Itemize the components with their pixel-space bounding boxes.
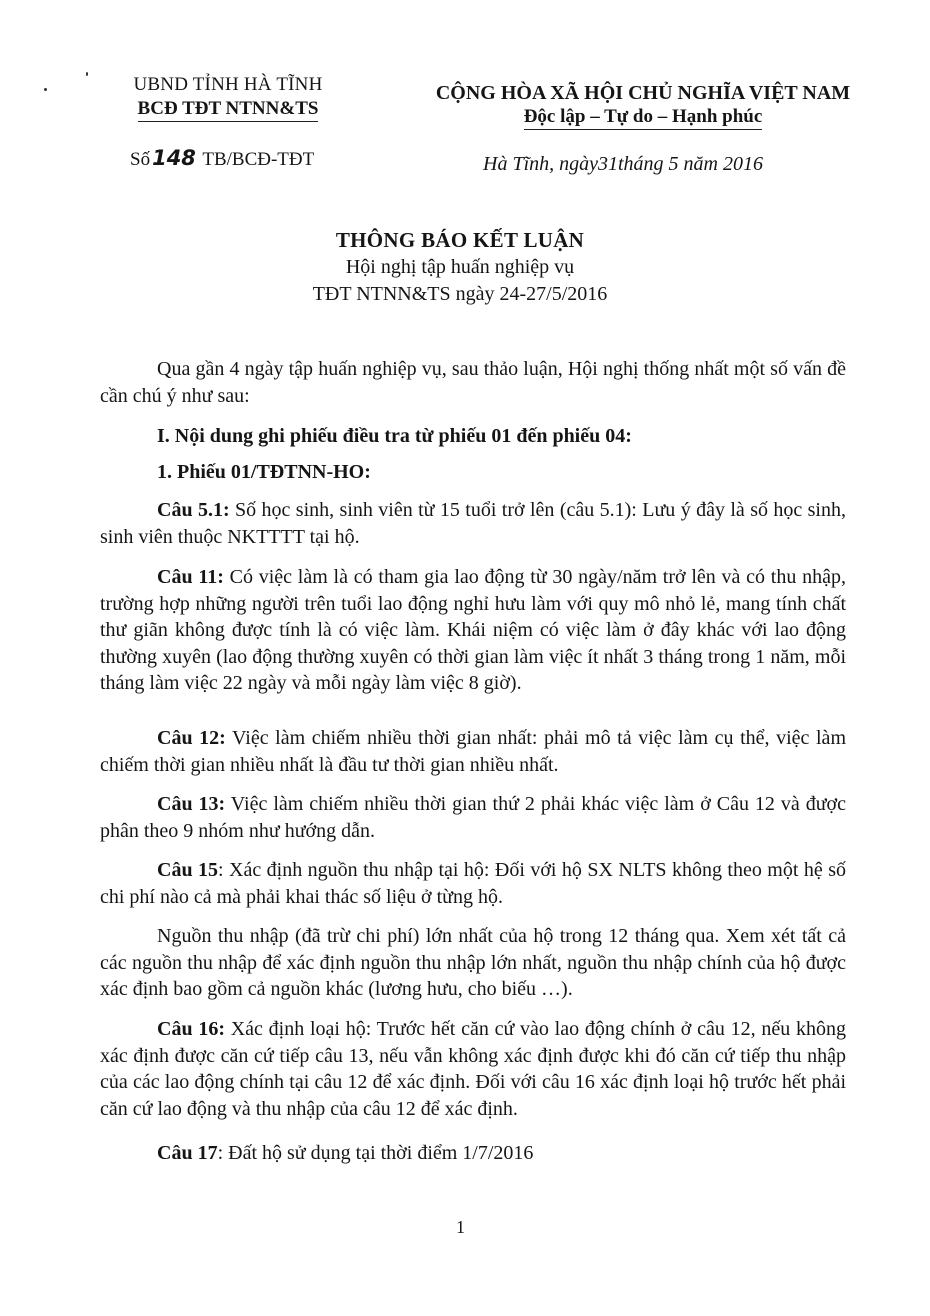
question-15-income-paragraph: Nguồn thu nhập (đã trừ chi phí) lớn nhất của hộ trong 12 tháng qua. Xem xét tất cả các nguồn thu nhập để xác định nguồn thu nhập lớn nhất, nguồn thu nhập chính của hộ được xác định bao gồm cả nguồn khác (lương hưu, cho biếu …).	[100, 925, 846, 1000]
question-label: Câu 5.1:	[157, 499, 230, 521]
section-1-heading: I. Nội dung ghi phiếu điều tra từ phiếu 01 đến phiếu 04:	[157, 425, 632, 447]
motto: Độc lập – Tự do – Hạnh phúc	[524, 106, 763, 130]
subsection-1-heading: 1. Phiếu 01/TĐTNN-HO:	[157, 461, 371, 483]
agency-line-2: BCĐ TĐT NTNN&TS	[138, 98, 319, 122]
document-title: THÔNG BÁO KẾT LUẬN	[335, 228, 585, 252]
document-subtitle-2: TĐT NTNN&TS ngày 24-27/5/2016	[312, 283, 608, 305]
question-label: Câu 15	[157, 859, 219, 881]
question-label: Câu 16:	[157, 1018, 225, 1040]
doc-number-prefix: Số	[130, 149, 151, 170]
question-15-paragraph	[100, 857, 846, 910]
issuing-agency	[128, 74, 328, 122]
question-16-paragraph	[100, 1016, 846, 1122]
document-number	[130, 146, 314, 171]
national-motto	[418, 82, 868, 130]
question-5-1-paragraph	[100, 497, 846, 550]
question-11-paragraph	[100, 564, 846, 697]
agency-line-1: UBND TỈNH HÀ TĨNH	[133, 74, 323, 95]
question-text: Việc làm chiếm nhiều thời gian thứ 2 phải khác việc làm ở Câu 12 và được phân theo 9 nhóm như hướng dẫn.	[100, 793, 847, 842]
question-text: : Xác định nguồn thu nhập tại hộ: Đối với hộ SX NLTS không theo một hệ số chi phí nào cả mà phải khai thác số liệu ở từng hộ.	[100, 859, 846, 908]
document-subtitle-1: Hội nghị tập huấn nghiệp vụ	[345, 256, 575, 278]
document-title-block	[200, 228, 720, 306]
question-17-paragraph	[100, 1140, 846, 1167]
country-name: CỘNG HÒA XÃ HỘI CHỦ NGHĨA VIỆT NAM	[435, 82, 851, 104]
question-text: Việc làm chiếm nhiều thời gian nhất: phải mô tả việc làm cụ thể, việc làm chiếm thời gian nhiều nhất là đầu tư thời gian nhiều nhất.	[100, 727, 846, 776]
doc-number-suffix: TB/BCĐ-TĐT	[202, 149, 315, 170]
question-label: Câu 17	[157, 1142, 218, 1164]
intro-paragraph: Qua gần 4 ngày tập huấn nghiệp vụ, sau thảo luận, Hội nghị thống nhất một số vấn đề cần chú ý như sau:	[100, 358, 846, 407]
question-text: Xác định loại hộ: Trước hết căn cứ vào lao động chính ở câu 12, nếu không xác định được căn cứ tiếp câu 13, nếu vẫn không xác định được khi đó căn cứ tiếp thu nhập của các lao động chính tại câu 12 để xác định. Đối với câu 16 xác định loại hộ trước hết phải căn cứ lao động và thu nhập của câu 12 để xác định.	[100, 1018, 846, 1120]
question-12-paragraph	[100, 725, 846, 778]
doc-number-handwritten: 148	[152, 146, 196, 170]
scan-speck	[44, 88, 47, 91]
question-13-paragraph	[100, 791, 846, 844]
page-number: 1	[456, 1217, 465, 1237]
question-label: Câu 13:	[157, 793, 226, 815]
scan-speck	[86, 72, 88, 76]
question-text: Có việc làm là có tham gia lao động từ 30 ngày/năm trở lên và có thu nhập, trường hợp những người trên tuổi lao động nghỉ hưu làm với quy mô nhỏ lẻ, mang tính chất thư giãn không được tính là có việc làm. Khái niệm có việc làm ở đây khác với lao động thường xuyên (lao động thường xuyên có thời gian làm việc ít nhất 3 tháng trong 1 năm, mỗi tháng làm việc 22 ngày và mỗi ngày làm việc 8 giờ).	[100, 566, 846, 694]
question-text: Số học sinh, sinh viên từ 15 tuổi trở lên (câu 5.1): Lưu ý đây là số học sinh, sinh viên thuộc NKTTTT tại hộ.	[100, 499, 846, 548]
document-date: Hà Tĩnh, ngày31tháng 5 năm 2016	[483, 153, 763, 175]
question-label: Câu 12:	[157, 727, 226, 749]
question-text: : Đất hộ sử dụng tại thời điểm 1/7/2016	[217, 1142, 534, 1164]
question-label: Câu 11:	[157, 566, 224, 588]
